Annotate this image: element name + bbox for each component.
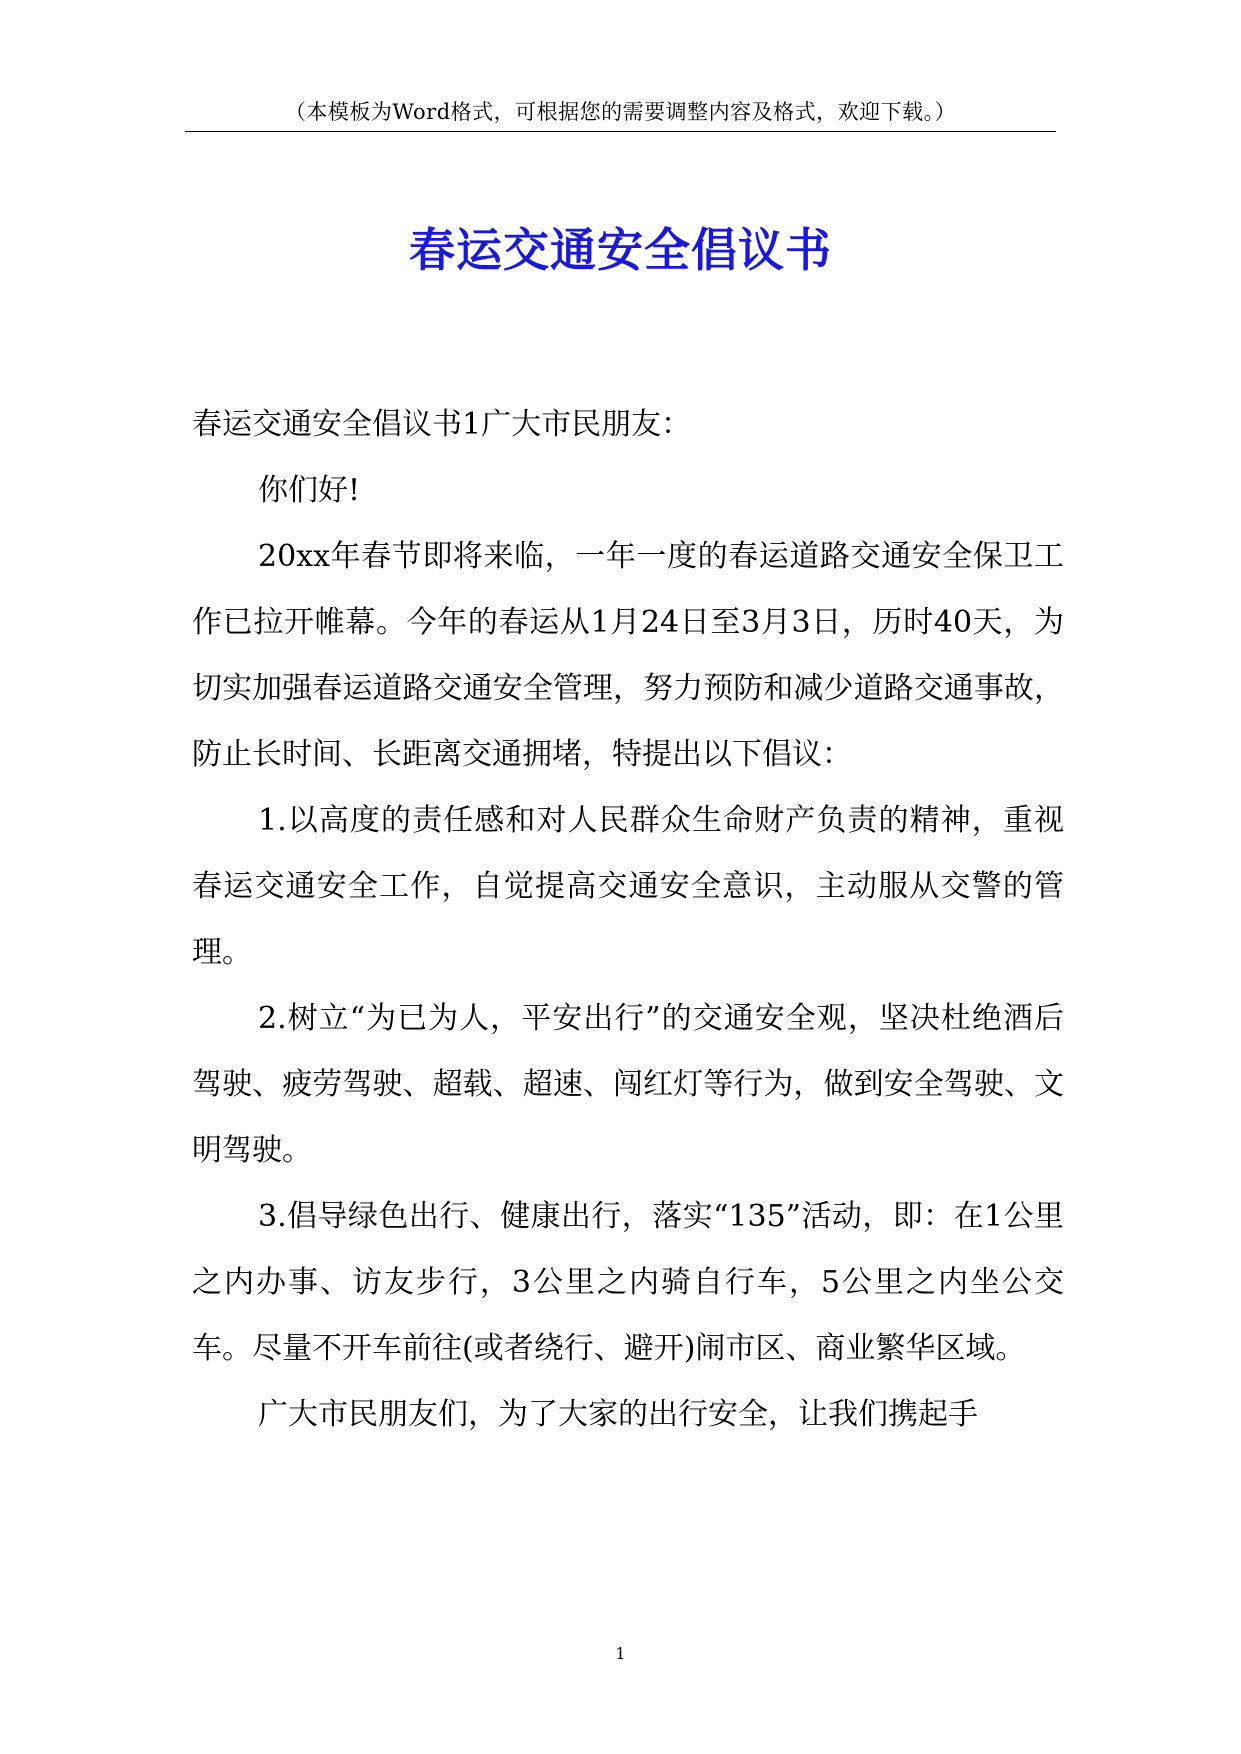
proposal-item-2: 2.树立“为已为人，平安出行”的交通安全观，坚决杜绝酒后驾驶、疲劳驾驶、超载、超速、闯红灯等行为，做到安全驾驶、文明驾驶。 xyxy=(192,1001,1064,1168)
salutation-line: 春运交通安全倡议书1广大市民朋友： xyxy=(192,407,692,442)
body-paragraph: 20xx年春节即将来临，一年一度的春运道路交通安全保卫工作已拉开帷幕。今年的春运从1月24日至3月3日，历时40天，为切实加强春运道路交通安全管理，努力预防和减少道路交通事故，防止长时间、长距离交通拥堵，特提出以下倡议： xyxy=(192,539,1064,772)
page-number: 1 xyxy=(615,1644,626,1663)
document-title: 春运交通安全倡议书 xyxy=(409,223,832,277)
greeting-line: 你们好! xyxy=(258,473,361,508)
header-divider xyxy=(185,131,1056,132)
closing-paragraph: 广大市民朋友们，为了大家的出行安全，让我们携起手 xyxy=(258,1397,978,1432)
header-note: （本模板为Word格式，可根据您的需要调整内容及格式，欢迎下载。） xyxy=(284,100,957,124)
proposal-item-1: 1.以高度的责任感和对人民群众生命财产负责的精神，重视春运交通安全工作，自觉提高交通安全意识，主动服从交警的管理。 xyxy=(192,803,1064,970)
document-body xyxy=(192,392,1064,1448)
proposal-item-3: 3.倡导绿色出行、健康出行，落实“135”活动，即：在1公里之内办事、访友步行，3公里之内骑自行车，5公里之内坐公交车。尽量不开车前往(或者绕行、避开)闹市区、商业繁华区域。 xyxy=(192,1199,1064,1366)
